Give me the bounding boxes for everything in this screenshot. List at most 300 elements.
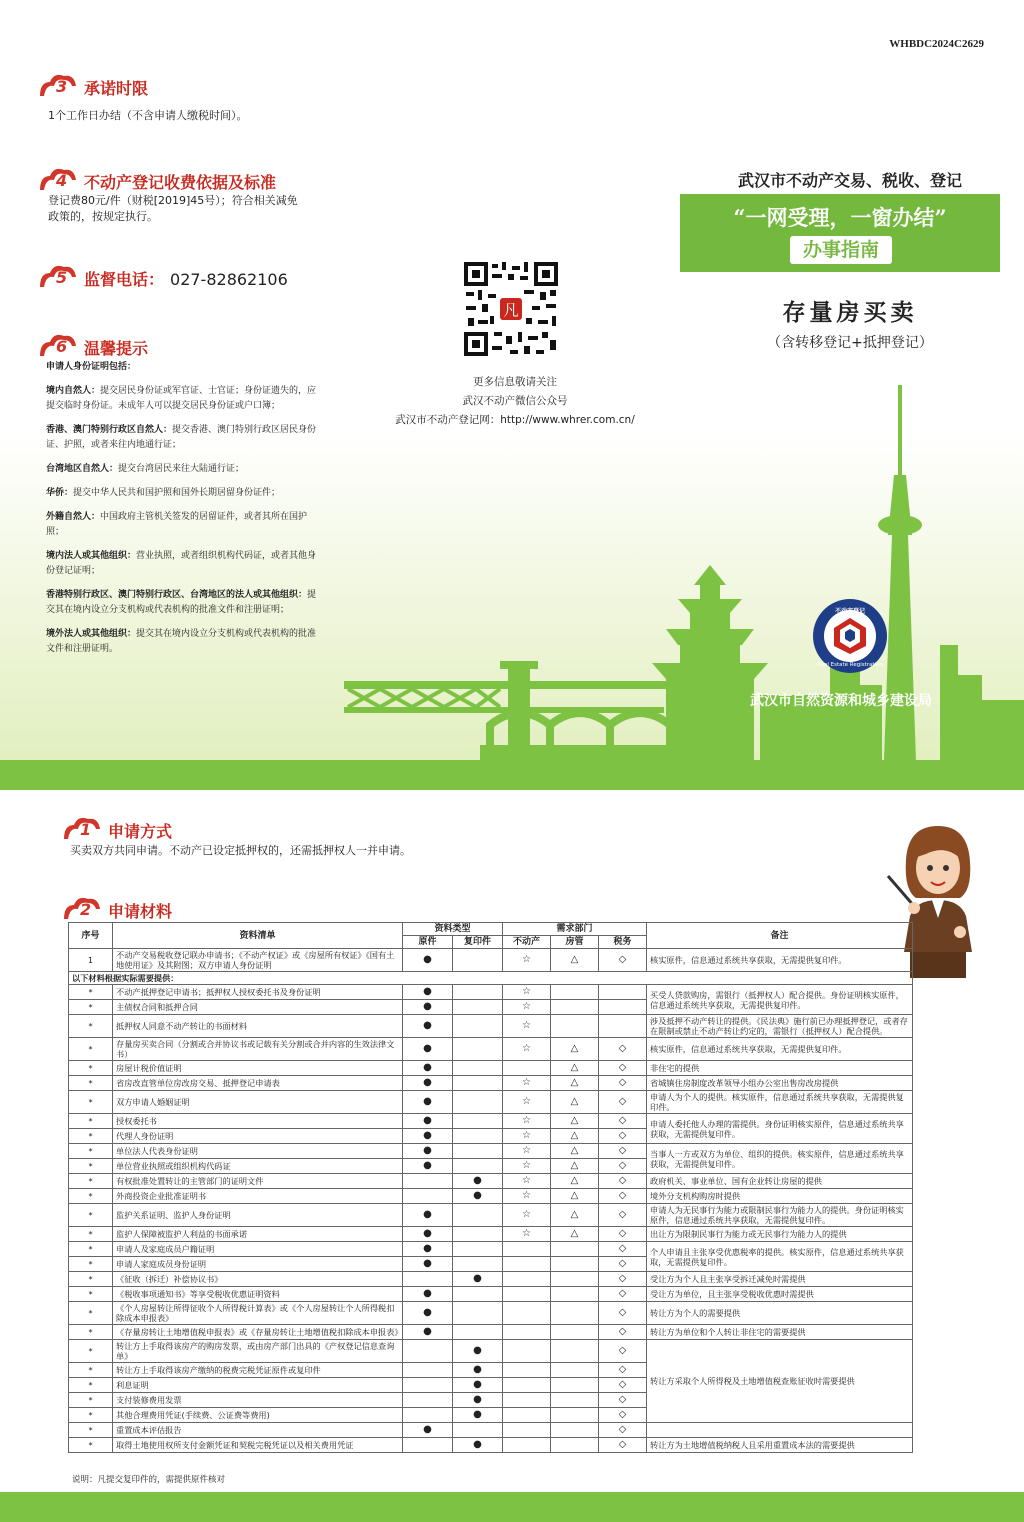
qr-caption-line1: 更多信息敬请关注 xyxy=(473,376,557,388)
cell-original: ● xyxy=(403,1114,453,1129)
cell-note: 转让方为个人的需要提供 xyxy=(647,1302,913,1325)
cover-header: 武汉市不动产交易、税收、登记 xyxy=(737,171,962,190)
cell-original: ● xyxy=(403,1227,453,1242)
cell-material: 转让方上手取得该房产的购房发票，或由房产部门出具的《产权登记信息查询单》 xyxy=(113,1340,403,1363)
logo-bottom-text: Real Estate Registration xyxy=(817,662,883,668)
cell-material: 取得土地使用权所支付金额凭证和契税完税凭证以及相关费用凭证 xyxy=(113,1438,403,1453)
cell-realestate xyxy=(503,1423,551,1438)
cell-realestate xyxy=(503,1438,551,1453)
cell-realestate xyxy=(503,1325,551,1340)
cell-tax: ◇ xyxy=(599,1227,647,1242)
cell-material: 单位营业执照或组织机构代码证 xyxy=(113,1159,403,1174)
cell-material: 双方申请人婚姻证明 xyxy=(113,1091,403,1114)
cell-copy xyxy=(453,1257,503,1272)
slogan-box xyxy=(680,194,1000,272)
cell-original xyxy=(403,1438,453,1453)
cell-tax xyxy=(599,985,647,1000)
col-header-no: 序号 xyxy=(69,923,113,949)
cell-copy xyxy=(453,1061,503,1076)
cell-copy xyxy=(453,1302,503,1325)
cell-material: 利息证明 xyxy=(113,1378,403,1393)
cell-no: * xyxy=(69,1272,113,1287)
cell-tax: ◇ xyxy=(599,1091,647,1114)
cell-no: * xyxy=(69,1174,113,1189)
cell-tax: ◇ xyxy=(599,1272,647,1287)
cell-housing: △ xyxy=(551,1038,599,1061)
qr-caption-line2: 武汉不动产微信公众号 xyxy=(462,395,568,407)
cell-original: ● xyxy=(403,1076,453,1091)
cell-no: * xyxy=(69,1378,113,1393)
cell-original: ● xyxy=(403,1144,453,1159)
cell-tax: ◇ xyxy=(599,1242,647,1257)
cell-material: 《征收（拆迁）补偿协议书》 xyxy=(113,1272,403,1287)
cell-tax: ◇ xyxy=(599,1393,647,1408)
cell-no: * xyxy=(69,1423,113,1438)
section-title: 申请方式 xyxy=(108,822,173,841)
cell-material: 《税收事项通知书》等享受税收优惠证明资料 xyxy=(113,1287,403,1302)
cell-realestate: ☆ xyxy=(503,1015,551,1038)
cell-tax: ◇ xyxy=(599,1076,647,1091)
cell-no: * xyxy=(69,1000,113,1015)
col-header-housing: 房管 xyxy=(551,936,599,949)
cell-original: ● xyxy=(403,1129,453,1144)
cell-original xyxy=(403,1363,453,1378)
logo-top-text: 不动产登记 xyxy=(834,608,865,615)
section-number-badge: 2 xyxy=(62,893,104,923)
cell-original: ● xyxy=(403,949,453,972)
table-row xyxy=(69,1114,913,1129)
cell-tax: ◇ xyxy=(599,1061,647,1076)
cell-no: * xyxy=(69,1227,113,1242)
cell-tax: ◇ xyxy=(599,1408,647,1423)
cell-no: * xyxy=(69,1144,113,1159)
table-footnote: 说明：凡提交复印件的，需提供原件核对 xyxy=(72,1475,226,1485)
section-4-heading xyxy=(38,164,276,194)
cell-original: ● xyxy=(403,1242,453,1257)
cell-realestate xyxy=(503,1272,551,1287)
materials-table xyxy=(68,922,913,1453)
cell-material: 《存量房转让土地增值税申报表》或《存量房转让土地增值税扣除成本申报表》 xyxy=(113,1325,403,1340)
cell-original: ● xyxy=(403,1061,453,1076)
cell-note: 申请人为个人的提供。核实原件，信息通过系统共享获取，无需提供复印件。 xyxy=(647,1091,913,1114)
hint-item: 香港、澳门特别行政区自然人：提交香港、澳门特别行政区居民身份证、护照，或者来往内地通行证； xyxy=(46,425,317,450)
cell-realestate: ☆ xyxy=(503,1159,551,1174)
table-row xyxy=(69,1061,913,1076)
table-row xyxy=(69,985,913,1000)
cell-material: 代理人身份证明 xyxy=(113,1129,403,1144)
cell-copy xyxy=(453,1423,503,1438)
cell-realestate: ☆ xyxy=(503,1144,551,1159)
cell-material: 房屋计税价值证明 xyxy=(113,1061,403,1076)
cell-realestate xyxy=(503,1408,551,1423)
table-row xyxy=(69,1227,913,1242)
cell-no: * xyxy=(69,1114,113,1129)
cell-realestate: ☆ xyxy=(503,1114,551,1129)
table-row xyxy=(69,1204,913,1227)
cell-material: 《个人房屋转让所得征收个人所得税计算表》或《个人房屋转让个人所得税扣除成本申报表》 xyxy=(113,1302,403,1325)
cell-copy xyxy=(453,1076,503,1091)
cell-note xyxy=(647,1423,913,1438)
cell-note: 省城镇住房制度改革领导小组办公室出售房改房提供 xyxy=(647,1076,913,1091)
cell-no: * xyxy=(69,1015,113,1038)
cell-realestate: ☆ xyxy=(503,1000,551,1015)
cell-original: ● xyxy=(403,1091,453,1114)
cell-note: 核实原件，信息通过系统共享获取，无需提供复印件。 xyxy=(647,1038,913,1061)
cell-material: 转让方上手取得该房产缴纳的税费完税凭证原件或复印件 xyxy=(113,1363,403,1378)
cell-realestate: ☆ xyxy=(503,1076,551,1091)
col-header-realestate: 不动产 xyxy=(503,936,551,949)
cell-original xyxy=(403,1189,453,1204)
bureau-name: 武汉市自然资源和城乡建设局 xyxy=(750,693,932,709)
cell-original: ● xyxy=(403,1204,453,1227)
supervision-phone: 027-82862106 xyxy=(170,270,288,289)
cell-tax: ◇ xyxy=(599,1038,647,1061)
cell-note: 涉及抵押不动产转让的提供。《民法典》施行前已办理抵押登记，或者存在限制或禁止不动产转让约定的，需银行（抵押权人）配合提供。 xyxy=(647,1015,913,1038)
cell-copy: ● xyxy=(453,1340,503,1363)
table-row xyxy=(69,1038,913,1061)
col-header-copy: 复印件 xyxy=(453,936,503,949)
section-4-text-line2: 政策的，按规定执行。 xyxy=(48,210,158,223)
cell-no: * xyxy=(69,1408,113,1423)
cell-copy xyxy=(453,1000,503,1015)
cell-copy xyxy=(453,1144,503,1159)
table-row xyxy=(69,1189,913,1204)
cell-copy xyxy=(453,1091,503,1114)
table-row xyxy=(69,1287,913,1302)
cell-original xyxy=(403,1393,453,1408)
cell-housing: △ xyxy=(551,1189,599,1204)
cell-realestate xyxy=(503,1302,551,1325)
hint-item: 华侨：提交中华人民共和国护照和国外长期居留身份证件； xyxy=(46,488,281,498)
cell-note: 非住宅的提供 xyxy=(647,1061,913,1076)
cell-no: * xyxy=(69,1129,113,1144)
website-link[interactable]: 武汉市不动产登记网：http://www.whrer.com.cn/ xyxy=(395,414,635,426)
cell-housing: △ xyxy=(551,1091,599,1114)
section-title: 温馨提示 xyxy=(84,339,149,358)
cell-tax: ◇ xyxy=(599,1423,647,1438)
cell-housing xyxy=(551,1340,599,1363)
cell-housing xyxy=(551,1015,599,1038)
cell-original: ● xyxy=(403,1257,453,1272)
cell-note: 受让方为个人且主张享受拆迁减免时需提供 xyxy=(647,1272,913,1287)
cell-realestate: ☆ xyxy=(503,949,551,972)
cell-no: * xyxy=(69,1076,113,1091)
table-row xyxy=(69,1325,913,1340)
cell-material: 授权委托书 xyxy=(113,1114,403,1129)
cell-realestate xyxy=(503,1287,551,1302)
section-2-heading xyxy=(62,893,172,923)
cell-realestate xyxy=(503,1340,551,1363)
cell-tax: ◇ xyxy=(599,1174,647,1189)
cell-realestate xyxy=(503,1378,551,1393)
cell-original xyxy=(403,1378,453,1393)
cell-original: ● xyxy=(403,1038,453,1061)
cell-tax: ◇ xyxy=(599,1287,647,1302)
section-number-badge: 1 xyxy=(62,813,104,843)
qr-code-icon[interactable] xyxy=(462,260,560,358)
cell-tax: ◇ xyxy=(599,1363,647,1378)
cell-realestate xyxy=(503,1363,551,1378)
cell-material: 监护关系证明、监护人身份证明 xyxy=(113,1204,403,1227)
cell-no: * xyxy=(69,1257,113,1272)
cell-housing xyxy=(551,1325,599,1340)
cell-no: * xyxy=(69,1393,113,1408)
cell-copy: ● xyxy=(453,1363,503,1378)
cell-tax: ◇ xyxy=(599,1204,647,1227)
section-4-text-line1: 登记费80元/件（财税[2019]45号）；符合相关减免 xyxy=(48,194,298,207)
cell-material: 主债权合同和抵押合同 xyxy=(113,1000,403,1015)
materials-table-body xyxy=(69,949,913,1453)
cell-no: * xyxy=(69,1340,113,1363)
cell-material: 申请人家庭成员身份证明 xyxy=(113,1257,403,1272)
cell-material: 存量房买卖合同（分割或合并协议书或记载有关分割或合并内容的生效法律文书） xyxy=(113,1038,403,1061)
cell-material: 监护人保障被监护人利益的书面承诺 xyxy=(113,1227,403,1242)
guide-label: 办事指南 xyxy=(790,236,892,264)
cell-housing xyxy=(551,1423,599,1438)
section-3-heading xyxy=(38,70,148,100)
cell-housing: △ xyxy=(551,1114,599,1129)
cell-realestate xyxy=(503,1393,551,1408)
cell-copy xyxy=(453,1129,503,1144)
cell-copy: ● xyxy=(453,1189,503,1204)
section-1-text: 买卖双方共同申请。不动产已设定抵押权的，还需抵押权人一并申请。 xyxy=(70,844,411,857)
cell-note: 转让方为单位和个人转让非住宅的需要提供 xyxy=(647,1325,913,1340)
cell-copy xyxy=(453,949,503,972)
cell-tax: ◇ xyxy=(599,1257,647,1272)
cell-housing xyxy=(551,1438,599,1453)
cell-no: * xyxy=(69,1189,113,1204)
hint-item: 外籍自然人：中国政府主管机关签发的居留证件，或者其所在国护照； xyxy=(46,512,308,537)
cell-material: 单位法人代表身份证明 xyxy=(113,1144,403,1159)
cell-no: * xyxy=(69,1038,113,1061)
cell-tax: ◇ xyxy=(599,1159,647,1174)
table-row xyxy=(69,949,913,972)
cell-material: 不动产抵押登记申请书；抵押权人授权委托书及身份证明 xyxy=(113,985,403,1000)
svg-text:凡: 凡 xyxy=(503,301,519,319)
cell-original: ● xyxy=(403,1000,453,1015)
col-header-dept: 需求部门 xyxy=(503,923,647,936)
cell-original: ● xyxy=(403,1159,453,1174)
cover-title: 存量房买卖 xyxy=(782,300,918,326)
hint-item: 境内自然人：提交居民身份证或军官证、士官证；身份证遗失的，应提交临时身份证。未成年人可以提交居民身份证或户口簿； xyxy=(46,386,317,411)
cell-copy xyxy=(453,1114,503,1129)
cell-copy xyxy=(453,1015,503,1038)
section-6-heading xyxy=(38,330,148,360)
cell-note: 受让方为单位，且主张享受税收优惠时需提供 xyxy=(647,1287,913,1302)
cell-housing xyxy=(551,1257,599,1272)
cell-housing: △ xyxy=(551,1076,599,1091)
section-1-heading xyxy=(62,813,172,843)
cell-realestate xyxy=(503,1061,551,1076)
cell-housing xyxy=(551,1378,599,1393)
section-number-badge: 3 xyxy=(38,70,80,100)
cell-copy xyxy=(453,1227,503,1242)
cell-material: 省房改直管单位房改房交易、抵押登记申请表 xyxy=(113,1076,403,1091)
col-header-original: 原件 xyxy=(403,936,453,949)
cell-realestate: ☆ xyxy=(503,1227,551,1242)
cell-copy xyxy=(453,1159,503,1174)
section-title: 监督电话： xyxy=(84,270,165,289)
cell-note: 境外分支机构购房时提供 xyxy=(647,1189,913,1204)
cell-material: 有权批准处置转让的主管部门的证明文件 xyxy=(113,1174,403,1189)
cell-housing xyxy=(551,1408,599,1423)
cell-housing xyxy=(551,1242,599,1257)
section-number-badge: 4 xyxy=(38,164,80,194)
cell-note: 当事人一方或双方为单位、组织的提供。核实原件，信息通过系统共享获取，无需提供复印件。 xyxy=(647,1144,913,1174)
cell-housing xyxy=(551,1287,599,1302)
cell-original: ● xyxy=(403,985,453,1000)
cell-note: 个人申请且主张享受优惠税率的提供。核实原件，信息通过系统共享获取，无需提供复印件。 xyxy=(647,1242,913,1272)
id-proof-hints xyxy=(46,360,321,666)
cell-copy xyxy=(453,1038,503,1061)
cell-realestate: ☆ xyxy=(503,1038,551,1061)
cell-original xyxy=(403,1272,453,1287)
cell-note: 核实原件，信息通过系统共享获取，无需提供复印件。 xyxy=(647,949,913,972)
section-title: 不动产登记收费依据及标准 xyxy=(84,173,277,192)
slogan-text: “一网受理，一窗办结” xyxy=(733,205,947,230)
table-row xyxy=(69,1438,913,1453)
table-row xyxy=(69,1015,913,1038)
section-5-heading xyxy=(38,261,288,291)
cell-housing xyxy=(551,1363,599,1378)
cell-material: 不动产交易税收登记联办申请书；《不动产权证》或《房屋所有权证》《国有土地使用证》及其附图；双方申请人身份证明 xyxy=(113,949,403,972)
cell-original xyxy=(403,1408,453,1423)
cell-housing: △ xyxy=(551,949,599,972)
section-number-badge: 6 xyxy=(38,330,80,360)
cell-tax: ◇ xyxy=(599,1129,647,1144)
cell-no: * xyxy=(69,1159,113,1174)
cell-no: * xyxy=(69,985,113,1000)
cell-copy xyxy=(453,1287,503,1302)
cell-housing: △ xyxy=(551,1174,599,1189)
table-row xyxy=(69,1423,913,1438)
cell-tax: ◇ xyxy=(599,1144,647,1159)
cell-note: 买受人贷款购房，需银行（抵押权人）配合提供。身份证明核实原件，信息通过系统共享获取，无需提供复印件。 xyxy=(647,985,913,1015)
cell-realestate: ☆ xyxy=(503,1129,551,1144)
cell-tax: ◇ xyxy=(599,1114,647,1129)
cell-tax xyxy=(599,1000,647,1015)
table-row xyxy=(69,1144,913,1159)
cell-realestate: ☆ xyxy=(503,1204,551,1227)
cell-note: 转让方为土地增值税纳税人且采用重置成本法的需要提供 xyxy=(647,1438,913,1453)
hint-item: 境内法人或其他组织：营业执照，或者组织机构代码证，或者其他身份登记证明； xyxy=(46,551,317,576)
cell-original: ● xyxy=(403,1325,453,1340)
cell-realestate xyxy=(503,1242,551,1257)
cell-housing: △ xyxy=(551,1227,599,1242)
table-row xyxy=(69,1302,913,1325)
cell-tax: ◇ xyxy=(599,1325,647,1340)
table-row xyxy=(69,1091,913,1114)
cell-copy: ● xyxy=(453,1272,503,1287)
cell-tax: ◇ xyxy=(599,1340,647,1363)
section-3-text: 1个工作日办结（不含申请人缴税时间）。 xyxy=(48,109,248,122)
cell-note: 申请人委托他人办理的需提供。身份证明核实原件，信息通过系统共享获取，无需提供复印件。 xyxy=(647,1114,913,1144)
cell-housing: △ xyxy=(551,1061,599,1076)
cell-copy: ● xyxy=(453,1393,503,1408)
cell-tax: ◇ xyxy=(599,949,647,972)
cell-housing: △ xyxy=(551,1144,599,1159)
cell-housing: △ xyxy=(551,1204,599,1227)
cell-copy xyxy=(453,1325,503,1340)
cell-no: * xyxy=(69,1287,113,1302)
cell-note: 出让方为限制民事行为能力或无民事行为能力人的提供 xyxy=(647,1227,913,1242)
cell-copy: ● xyxy=(453,1408,503,1423)
table-header-row xyxy=(69,923,913,936)
table-row xyxy=(69,1174,913,1189)
cell-housing xyxy=(551,1393,599,1408)
col-header-tax: 税务 xyxy=(599,936,647,949)
cell-no: * xyxy=(69,1204,113,1227)
cell-housing xyxy=(551,1302,599,1325)
table-row xyxy=(69,1272,913,1287)
cover-subtitle: （含转移登记+抵押登记） xyxy=(767,335,933,351)
cell-material: 支付装修费用发票 xyxy=(113,1393,403,1408)
cell-realestate: ☆ xyxy=(503,985,551,1000)
cell-copy: ● xyxy=(453,1438,503,1453)
cell-housing: △ xyxy=(551,1129,599,1144)
cell-no: * xyxy=(69,1363,113,1378)
cell-no: * xyxy=(69,1061,113,1076)
cell-tax: ◇ xyxy=(599,1438,647,1453)
cell-material: 抵押权人同意不动产转让的书面材料 xyxy=(113,1015,403,1038)
cell-housing xyxy=(551,985,599,1000)
cell-realestate: ☆ xyxy=(503,1174,551,1189)
cell-original: ● xyxy=(403,1015,453,1038)
table-subheading: 以下材料根据实际需要提供： xyxy=(69,972,913,985)
document-code: WHBDC2024C2629 xyxy=(889,38,984,50)
cell-original: ● xyxy=(403,1302,453,1325)
cell-no: * xyxy=(69,1302,113,1325)
cell-copy: ● xyxy=(453,1174,503,1189)
cell-no: * xyxy=(69,1325,113,1340)
hint-heading: 申请人身份证明包括： xyxy=(46,362,137,372)
bottom-band xyxy=(0,1492,1024,1522)
cell-realestate: ☆ xyxy=(503,1189,551,1204)
col-header-type: 资料类型 xyxy=(403,923,503,936)
cell-note: 政府机关、事业单位、国有企业转让房屋的提供 xyxy=(647,1174,913,1189)
col-header-note: 备注 xyxy=(647,923,913,949)
cell-copy: ● xyxy=(453,1378,503,1393)
cell-realestate: ☆ xyxy=(503,1091,551,1114)
table-row xyxy=(69,1340,913,1363)
cell-copy xyxy=(453,985,503,1000)
cell-note: 转让方采取个人所得税及土地增值税查账征收时需要提供 xyxy=(647,1340,913,1423)
cell-no: * xyxy=(69,1242,113,1257)
section-title: 申请材料 xyxy=(108,902,173,921)
col-header-list: 资料清单 xyxy=(113,923,403,949)
cell-note: 申请人为无民事行为能力或限制民事行为能力人的提供。身份证明核实原件，信息通过系统共享获取，无需提供复印件。 xyxy=(647,1204,913,1227)
cell-original xyxy=(403,1174,453,1189)
section-title: 承诺时限 xyxy=(84,79,149,98)
cell-housing xyxy=(551,1000,599,1015)
cell-original: ● xyxy=(403,1423,453,1438)
cell-no: * xyxy=(69,1091,113,1114)
cell-realestate xyxy=(503,1257,551,1272)
cell-copy xyxy=(453,1204,503,1227)
cell-tax: ◇ xyxy=(599,1378,647,1393)
cell-tax: ◇ xyxy=(599,1189,647,1204)
table-row xyxy=(69,1076,913,1091)
cell-copy xyxy=(453,1242,503,1257)
cell-tax xyxy=(599,1015,647,1038)
cell-original: ● xyxy=(403,1287,453,1302)
cell-material: 外商投资企业批准证明书 xyxy=(113,1189,403,1204)
cell-material: 重置成本评估报告 xyxy=(113,1423,403,1438)
hint-item: 台湾地区自然人：提交台湾居民来往大陆通行证； xyxy=(46,464,245,474)
cell-no: * xyxy=(69,1438,113,1453)
cell-housing: △ xyxy=(551,1159,599,1174)
hint-item: 香港特别行政区、澳门特别行政区、台湾地区的法人或其他组织：提交其在境内设立分支机构或代表机构的批准文件和注册证明； xyxy=(46,590,317,615)
